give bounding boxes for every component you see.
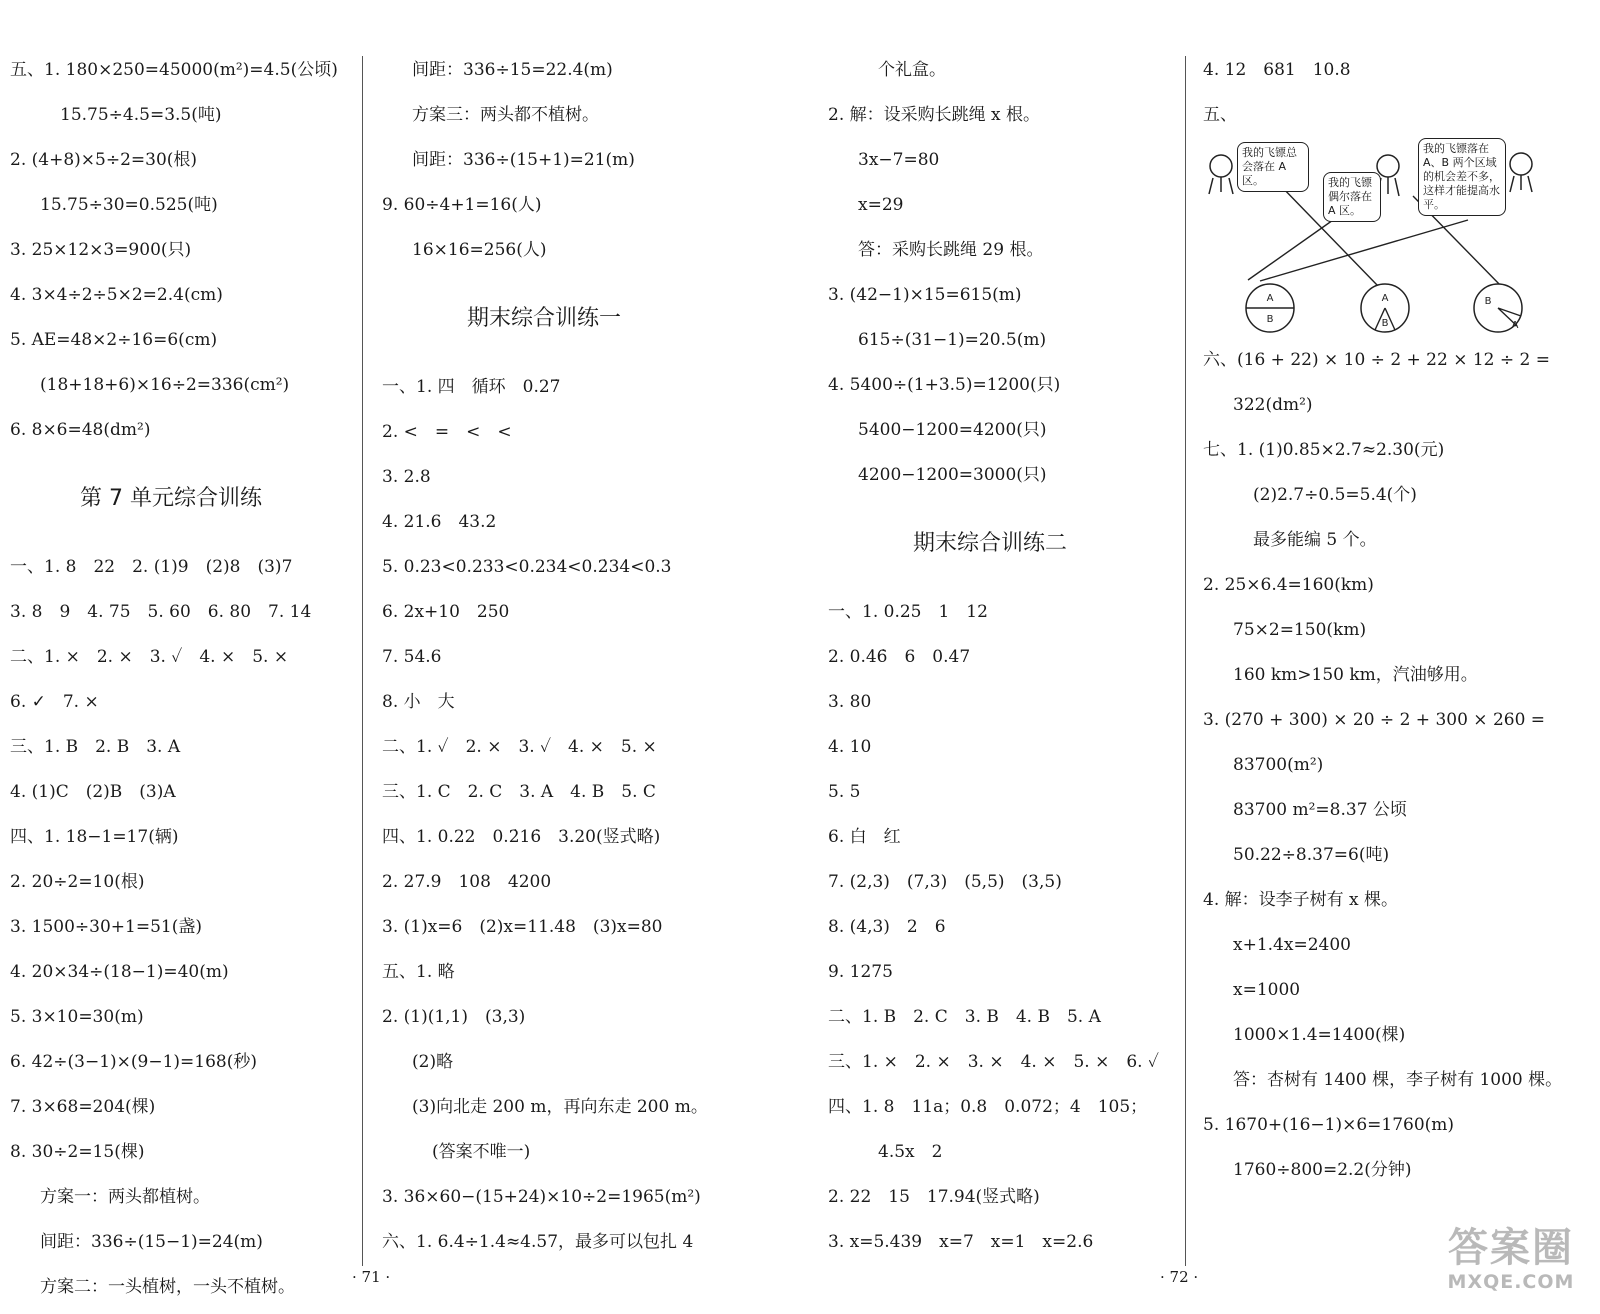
answer-line: (答案不唯一)	[432, 1142, 531, 1162]
answer-column-3	[828, 48, 1178, 1265]
answer-line: 四、1. 18−1=17(辆)	[10, 827, 179, 847]
answer-line: 方案二：一头植树，一头不植树。	[40, 1277, 295, 1297]
section-title-final-2: 期末综合训练二	[913, 531, 1068, 556]
answer-line: 4.5x 2	[878, 1142, 943, 1162]
answer-line: 8. 小 大	[382, 692, 455, 712]
column-divider	[362, 56, 363, 1266]
circle1-label-top: A	[1266, 293, 1274, 304]
col3-lines2	[828, 590, 1178, 1265]
answer-line: (2)略	[412, 1052, 454, 1072]
answer-line: 3. 36×60−(15+24)×10÷2=1965(m²)	[382, 1187, 701, 1207]
answer-line: 9. 1275	[828, 962, 893, 982]
answer-line: 答：杏树有 1400 棵，李子树有 1000 棵。	[1233, 1070, 1563, 1090]
answer-line: 6. ✓ 7. ×	[10, 692, 99, 712]
answer-line: 2. (4+8)×5÷2=30(根)	[10, 150, 198, 170]
answer-line: 15.75÷4.5=3.5(吨)	[60, 105, 222, 125]
answer-line: 3. 80	[828, 692, 872, 712]
answer-line: 四、1. 0.22 0.2̇16̇ 3.20(竖式略)	[382, 827, 661, 847]
answer-line: 六、(16 + 22) × 10 ÷ 2 + 22 × 12 ÷ 2 =	[1203, 350, 1551, 370]
answer-line: 间距：336÷(15+1)=21(m)	[412, 150, 635, 170]
answer-line: 四、1. 8 11a；0.8 0.072；4 105；	[828, 1097, 1148, 1117]
answer-line: 2. 22 15 17.94(竖式略)	[828, 1187, 1040, 1207]
answer-column-2	[382, 48, 802, 1265]
answer-line: 4200−1200=3000(只)	[858, 465, 1047, 485]
answer-line: 间距：336÷15=22.4(m)	[412, 60, 613, 80]
answer-line: 二、1. × 2. × 3. ✓ 4. × 5. ×	[10, 647, 289, 667]
answer-line: 二、1. ✓ 2. × 3. ✓ 4. × 5. ×	[382, 737, 657, 757]
answer-line: 615÷(31−1)=20.5(m)	[858, 330, 1047, 350]
answer-line: 4. 10	[828, 737, 872, 757]
answer-line: 7. 54.6	[382, 647, 442, 667]
col4-top-lines	[1203, 48, 1588, 138]
answer-line: 5. 3×10=30(m)	[10, 1007, 144, 1027]
answer-line: 方案一：两头都植树。	[40, 1187, 210, 1207]
answer-line: 二、1. B 2. C 3. B 4. B 5. A	[828, 1007, 1101, 1027]
answer-line: 50.22÷8.37=6(吨)	[1233, 845, 1390, 865]
answer-line: 3. (270 + 300) × 20 ÷ 2 + 300 × 260 =	[1203, 710, 1546, 730]
answer-line: 2. 解：设采购长跳绳 x 根。	[828, 105, 1041, 125]
answer-line: 7. 3×68=204(棵)	[10, 1097, 156, 1117]
answer-line: 1000×1.4=1400(棵)	[1233, 1025, 1406, 1045]
answer-line: 一、1. 8 22 2. (1)9 (2)8 (3)7	[10, 557, 293, 577]
answer-line: 5400−1200=4200(只)	[858, 420, 1047, 440]
answer-line: 2. 0.4̇6̇ 6 0.47	[828, 647, 971, 667]
answer-line: 322(dm²)	[1233, 395, 1313, 415]
answer-line: 3. 1500÷30+1=51(盏)	[10, 917, 202, 937]
answer-line: 3. (1)x=6 (2)x=11.48 (3)x=80	[382, 917, 663, 937]
answer-line: 6. 2x+10 250	[382, 602, 510, 622]
answer-line: x+1.4x=2400	[1233, 935, 1351, 955]
answer-line: 2. 25×6.4=160(km)	[1203, 575, 1374, 595]
circle1-label-bottom: B	[1266, 314, 1274, 325]
watermark-title: 答案圈	[1448, 1225, 1574, 1271]
answer-line: 一、1. 0.25 1 12	[828, 602, 988, 622]
answer-line: 最多能编 5 个。	[1253, 530, 1377, 550]
section-title-unit7: 第 7 单元综合训练	[80, 486, 262, 511]
col1-lines2	[10, 545, 355, 1310]
answer-line: 4. (1)C (2)B (3)A	[10, 782, 176, 802]
answer-column-4	[1203, 48, 1588, 1193]
speech-bubble-2: 我的飞镖偶尔落在 A 区。	[1323, 172, 1381, 222]
answer-line: 三、1. B 2. B 3. A	[10, 737, 181, 757]
answer-line: 9. 60÷4+1=16(人)	[382, 195, 542, 215]
answer-line: 六、1. 6.4÷1.4≈4.57，最多可以包扎 4	[382, 1232, 694, 1252]
answer-line: 4. 12 681 10.8	[1203, 60, 1351, 80]
answer-line: 4. 5400÷(1+3.5)=1200(只)	[828, 375, 1061, 395]
answer-line: (18+18+6)×16÷2=336(cm²)	[40, 375, 290, 395]
col1-lines	[10, 48, 355, 453]
answer-line: 5. 1670+(16−1)×6=1760(m)	[1203, 1115, 1455, 1135]
col2-lines2	[382, 365, 802, 1265]
answer-line: 5. 5	[828, 782, 861, 802]
answer-line: x=29	[858, 195, 904, 215]
page-number-72: · 72 ·	[1160, 1268, 1199, 1286]
answer-line: 3. 2.8	[382, 467, 431, 487]
section-title-final-1: 期末综合训练一	[467, 306, 622, 331]
col4-lines	[1203, 338, 1588, 1193]
speech-bubble-1: 我的飞镖总会落在 A 区。	[1237, 142, 1309, 192]
answer-line: 七、1. (1)0.85×2.7≈2.30(元)	[1203, 440, 1445, 460]
circle3-label-bottom: A	[1511, 320, 1519, 331]
answer-line: 2. 20÷2=10(根)	[10, 872, 145, 892]
answer-line: 方案三：两头都不植树。	[412, 105, 599, 125]
answer-line: 个礼盒。	[878, 60, 946, 80]
answer-line: 5. AE=48×2÷16=6(cm)	[10, 330, 218, 350]
answer-line: 5. 0.23<0.233<0.234<0.2̇34̇<0.3	[382, 557, 672, 577]
answer-line: 五、	[1203, 105, 1237, 125]
page-number-71: · 71 ·	[352, 1268, 391, 1286]
answer-line: 4. 21.6 43.2	[382, 512, 497, 532]
answer-line: 2. (1)(1,1) (3,3)	[382, 1007, 526, 1027]
answer-line: 五、1. 180×250=45000(m²)=4.5(公顷)	[10, 60, 338, 80]
answer-line: 4. 解：设李子树有 x 棵。	[1203, 890, 1399, 910]
answer-line: (3)向北走 200 m，再向东走 200 m。	[412, 1097, 708, 1117]
answer-line: 2. 27.9 108 4200	[382, 872, 552, 892]
answer-line: 间距：336÷(15−1)=24(m)	[40, 1232, 263, 1252]
answer-line: 一、1. 四 循环 0.27̇	[382, 377, 561, 397]
answer-line: 4. 20×34÷(18−1)=40(m)	[10, 962, 229, 982]
answer-line: 3. x=5.439 x=7 x=1 x=2.6	[828, 1232, 1094, 1252]
watermark-logo	[1436, 1226, 1586, 1306]
answer-line: 3. (42−1)×15=615(m)	[828, 285, 1022, 305]
watermark-url: MXQE.COM	[1447, 1271, 1575, 1293]
circle2-label-bottom: B	[1381, 318, 1389, 329]
answer-line: 答：采购长跳绳 29 根。	[858, 240, 1044, 260]
answer-line: 4. 3×4÷2÷5×2=2.4(cm)	[10, 285, 223, 305]
answer-column-1	[10, 48, 355, 1310]
answer-line: 6. 42÷(3−1)×(9−1)=168(秒)	[10, 1052, 257, 1072]
dart-illustration	[1203, 138, 1533, 338]
answer-line: 6. 8×6=48(dm²)	[10, 420, 151, 440]
col2-lines	[382, 48, 802, 273]
answer-line: 15.75÷30=0.525(吨)	[40, 195, 218, 215]
answer-line: 83700(m²)	[1233, 755, 1324, 775]
answer-line: x=1000	[1233, 980, 1301, 1000]
answer-line: 83700 m²=8.37 公顷	[1233, 800, 1407, 820]
answer-line: 三、1. C 2. C 3. A 4. B 5. C	[382, 782, 656, 802]
column-divider	[1185, 56, 1186, 1266]
answer-line: 3. 25×12×3=900(只)	[10, 240, 192, 260]
answer-line: 1760÷800=2.2(分钟)	[1233, 1160, 1412, 1180]
col3-lines	[828, 48, 1178, 498]
answer-line: 3x−7=80	[858, 150, 940, 170]
answer-line: 2. < = < <	[382, 422, 512, 442]
answer-line: 三、1. × 2. × 3. × 4. × 5. × 6. ✓	[828, 1052, 1159, 1072]
circle3-label-top: B	[1484, 296, 1492, 307]
answer-line: 8. 30÷2=15(棵)	[10, 1142, 145, 1162]
circle2-label-top: A	[1381, 293, 1389, 304]
answer-line: 3. 8 9 4. 75 5. 60 6. 80 7. 14	[10, 602, 312, 622]
answer-line: (2)2.7÷0.5=5.4(个)	[1253, 485, 1417, 505]
speech-bubble-3: 我的飞镖落在 A、B 两个区域的机会差不多，这样才能提高水平。	[1418, 138, 1506, 216]
answer-line: 6. 白 红	[828, 827, 901, 847]
answer-line: 7. (2,3) (7,3) (5,5) (3,5)	[828, 872, 1062, 892]
answer-line: 75×2=150(km)	[1233, 620, 1367, 640]
answer-line: 160 km>150 km，汽油够用。	[1233, 665, 1478, 685]
answer-line: 8. (4,3) 2 6	[828, 917, 946, 937]
answer-line: 五、1. 略	[382, 962, 455, 982]
answer-line: 16×16=256(人)	[412, 240, 547, 260]
